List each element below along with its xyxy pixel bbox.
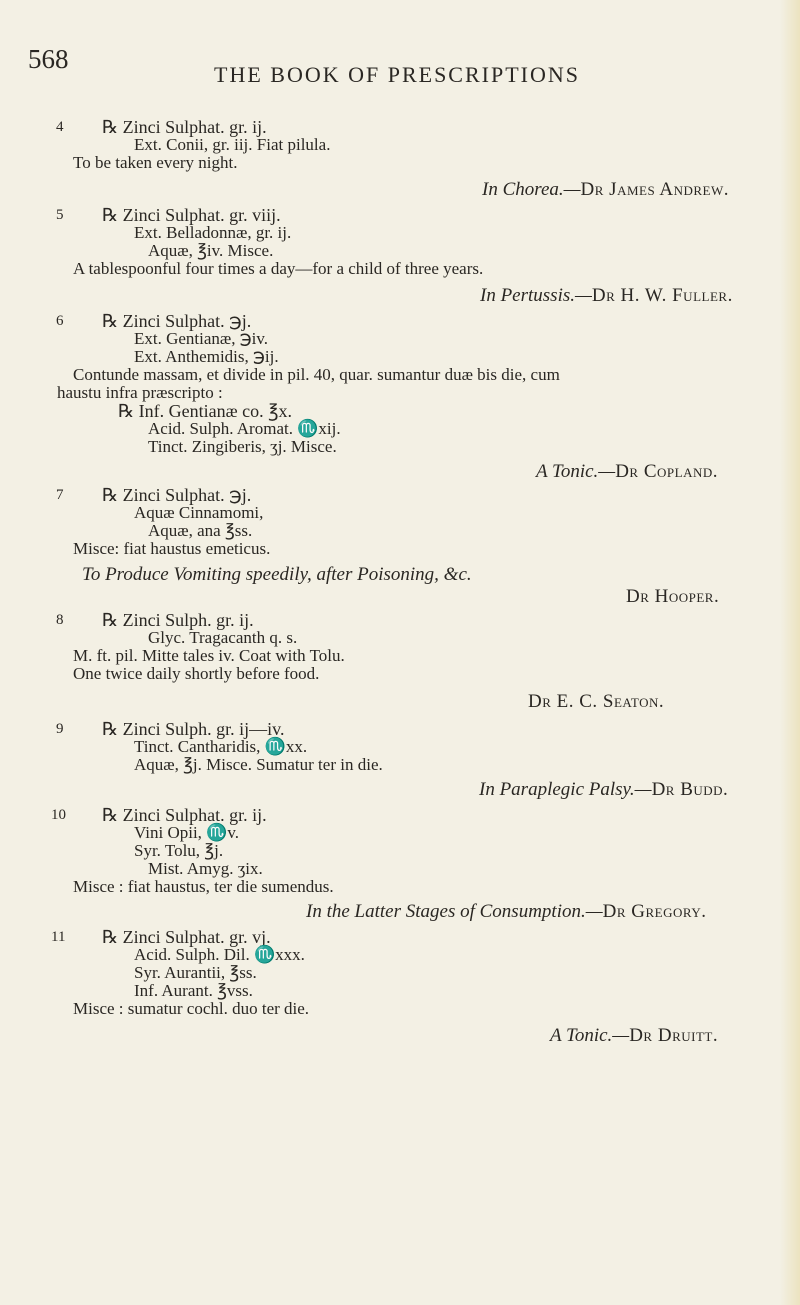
prescription-number: 6 <box>56 313 64 329</box>
text-line: Misce : fiat haustus, ter die sumendus. <box>73 877 334 896</box>
page-edge-shade <box>780 0 800 1305</box>
text-line: Ext. Anthemidis, ℈ij. <box>134 347 279 366</box>
text-line: Ext. Gentianæ, ℈iv. <box>134 329 268 348</box>
text-line: haustu infra præscripto : <box>57 383 223 402</box>
page-number: 568 <box>28 44 69 74</box>
text-line: Glyc. Tragacanth q. s. <box>148 628 298 647</box>
text-line: Misce: fiat haustus emeticus. <box>73 539 271 558</box>
author-attribution: Dr E. C. Seaton. <box>528 691 665 712</box>
text-line: Ext. Conii, gr. iij. Fiat pilula. <box>134 135 331 154</box>
prescription-number: 11 <box>51 929 66 945</box>
section-heading: A Tonic.—Dr Druitt. <box>550 1025 719 1046</box>
section-heading: In the Latter Stages of Consumption.—Dr Gregory. <box>306 901 707 922</box>
text-line: M. ft. pil. Mitte tales iv. Coat with Tolu. <box>73 646 345 665</box>
recipe-line: ℞ Zinci Sulph. gr. ij—iv. <box>102 719 285 739</box>
text-line: Tinct. Cantharidis, ♏xx. <box>134 737 308 756</box>
text-line: Contunde massam, et divide in pil. 40, quar. sumantur duæ bis die, cum <box>73 365 560 384</box>
text-line: A tablespoonful four times a day—for a child of three years. <box>73 259 484 278</box>
text-line: Aquæ, ana ℥ss. <box>148 521 253 540</box>
recipe-line: ℞ Zinci Sulphat. gr. ij. <box>102 117 267 137</box>
section-heading: A Tonic.—Dr Copland. <box>536 461 718 482</box>
prescription-number: 4 <box>56 119 64 135</box>
text-line: Acid. Sulph. Dil. ♏xxx. <box>134 945 305 964</box>
recipe-line: ℞ Zinci Sulphat. gr. vj. <box>102 927 271 947</box>
text-line: Syr. Aurantii, ℥ss. <box>134 963 257 982</box>
text-line: Aquæ, ℥iv. Misce. <box>148 241 274 260</box>
prescription-number: 9 <box>56 721 64 737</box>
recipe-line: ℞ Zinci Sulphat. gr. viij. <box>102 205 281 225</box>
text-line: Inf. Aurant. ℥vss. <box>134 981 253 1000</box>
text-line: Aquæ, ℥j. Misce. Sumatur ter in die. <box>134 755 383 774</box>
recipe-line: ℞ Zinci Sulphat. ℈j. <box>102 485 252 505</box>
text-line: Syr. Tolu, ℥j. <box>134 841 224 860</box>
text-line: Aquæ Cinnamomi, <box>134 503 264 522</box>
text-line: Misce : sumatur cochl. duo ter die. <box>73 999 310 1018</box>
text-line: Ext. Belladonnæ, gr. ij. <box>134 223 292 242</box>
text-line: Mist. Amyg. ʒix. <box>148 859 263 878</box>
text-line: Tinct. Zingiberis, ʒj. Misce. <box>148 437 337 456</box>
prescription-number: 5 <box>56 207 64 223</box>
text-line: Acid. Sulph. Aromat. ♏xij. <box>148 419 341 438</box>
prescription-number: 8 <box>56 612 64 628</box>
recipe-line: ℞ Zinci Sulph. gr. ij. <box>102 610 254 630</box>
recipe-line: ℞ Zinci Sulphat. gr. ij. <box>102 805 267 825</box>
section-heading: To Produce Vomiting speedily, after Poisoning, &c. <box>82 564 472 585</box>
recipe-line: ℞ Inf. Gentianæ co. ℥x. <box>118 401 292 421</box>
recipe-line: ℞ Zinci Sulphat. ℈j. <box>102 311 252 331</box>
running-header-title: THE BOOK OF PRESCRIPTIONS <box>214 62 580 87</box>
text-line: To be taken every night. <box>73 153 238 172</box>
prescription-number: 7 <box>56 487 64 503</box>
text-line: Vini Opii, ♏v. <box>134 823 239 842</box>
text-line: One twice daily shortly before food. <box>73 664 320 683</box>
section-heading: In Chorea.—Dr James Andrew. <box>482 179 730 200</box>
section-heading: In Paraplegic Palsy.—Dr Budd. <box>479 779 729 800</box>
prescription-number: 10 <box>51 807 66 823</box>
author-attribution: Dr Hooper. <box>626 586 720 607</box>
section-heading: In Pertussis.—Dr H. W. Fuller. <box>480 285 733 306</box>
